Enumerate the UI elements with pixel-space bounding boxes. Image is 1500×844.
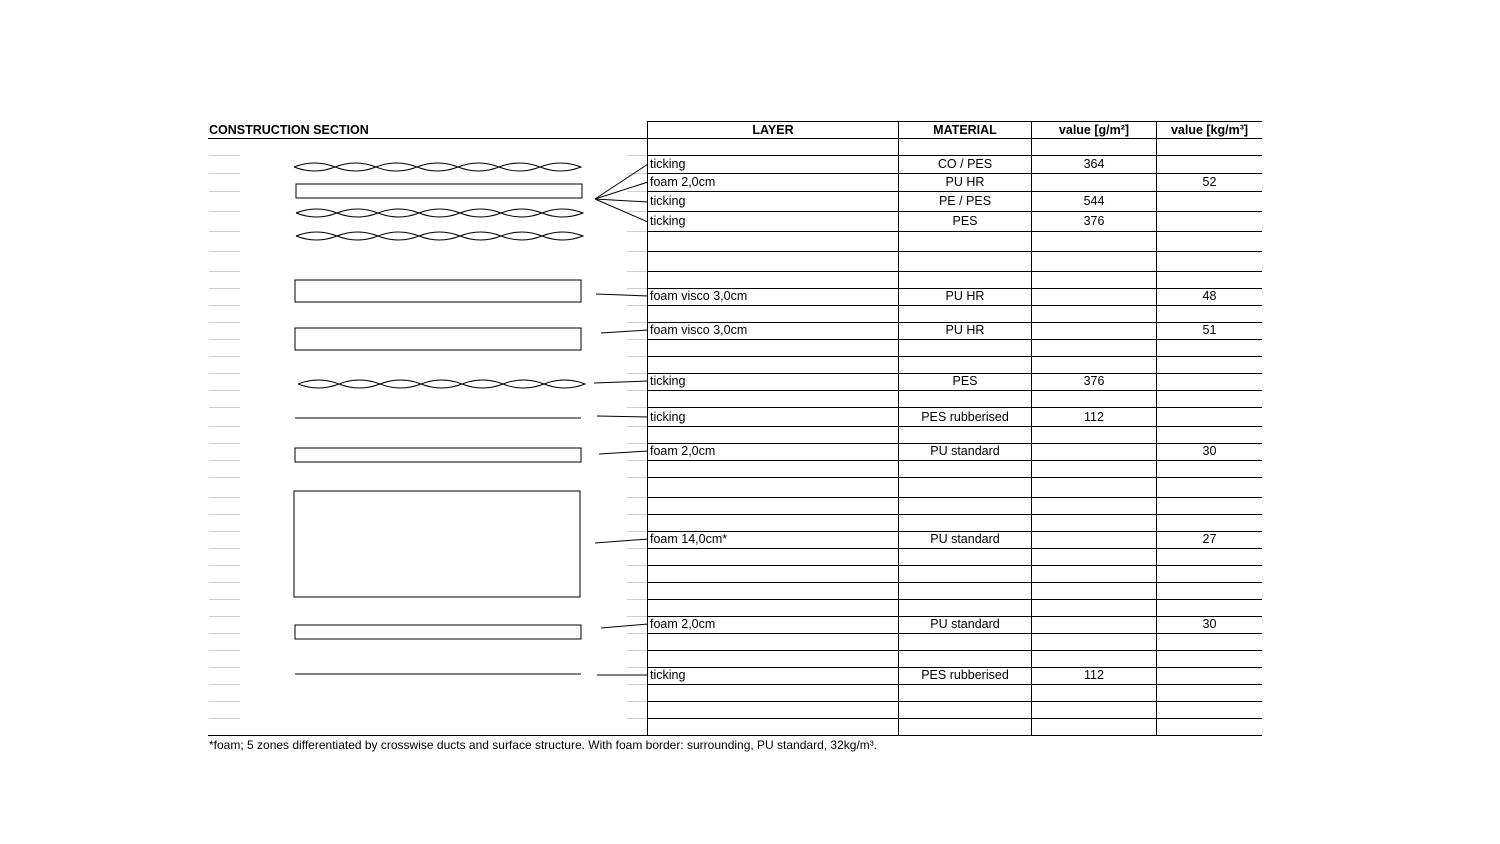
layer-cell: ticking — [650, 214, 686, 228]
layer-cell: ticking — [650, 194, 686, 208]
material-cell: PU HR — [945, 175, 985, 189]
layer-cell: ticking — [650, 410, 686, 424]
material-cell: PU standard — [930, 532, 1000, 546]
foam-layer-2-rect — [295, 448, 581, 462]
layer-cell: ticking — [650, 374, 686, 388]
foam-layer-3-rect — [295, 625, 581, 639]
value-gm2-cell: 544 — [1083, 194, 1105, 208]
material-cell: PU standard — [930, 617, 1000, 631]
material-cell: PE / PES — [938, 194, 992, 208]
ticking-wave-2 — [296, 209, 583, 217]
value-gm2-cell: 112 — [1084, 410, 1104, 424]
material-cell: PES rubberised — [921, 410, 1009, 424]
leader-line — [594, 381, 648, 383]
leader-line — [595, 539, 648, 543]
value-kgm3-cell: 51 — [1202, 323, 1217, 337]
layer-cell: foam visco 3,0cm — [650, 289, 748, 303]
header-value-kgm3: value [kg/m³] — [1170, 123, 1249, 137]
leader-line-top-group — [595, 182, 648, 199]
material-cell: PES rubberised — [921, 668, 1009, 682]
header-value-gm2: value [g/m²] — [1058, 123, 1130, 137]
value-gm2-cell — [1032, 616, 1156, 633]
header-material: MATERIAL — [933, 123, 997, 137]
layer-cell: foam 2,0cm — [650, 444, 716, 458]
value-kgm3-cell: 30 — [1202, 444, 1217, 458]
foam-layer-1-rect — [296, 184, 582, 198]
foam-visco-layer-1-rect — [295, 280, 581, 302]
leader-line — [596, 294, 648, 296]
value-gm2-cell: 112 — [1084, 668, 1104, 682]
value-gm2-cell: 364 — [1083, 157, 1105, 171]
value-gm2-cell: 376 — [1083, 214, 1105, 228]
value-kgm3-cell — [1157, 156, 1262, 173]
value-gm2-cell — [1032, 288, 1156, 305]
layer-cell: ticking — [650, 157, 686, 171]
value-gm2-cell — [1032, 531, 1156, 548]
ticking-wave-1 — [294, 163, 581, 171]
material-cell: PU standard — [930, 444, 1000, 458]
value-kgm3-cell: 48 — [1202, 289, 1217, 303]
header-layer: LAYER — [752, 123, 794, 137]
value-gm2-cell — [1032, 322, 1156, 339]
layer-cell: foam 14,0cm* — [650, 532, 728, 546]
material-cell: PES — [952, 374, 978, 388]
value-gm2-cell: 376 — [1083, 374, 1105, 388]
leader-line — [599, 451, 648, 454]
value-kgm3-cell — [1157, 193, 1262, 210]
value-gm2-cell — [1032, 174, 1156, 191]
layer-cell: foam 2,0cm — [650, 175, 716, 189]
leader-line-top-group — [595, 164, 648, 199]
layer-cell: foam 2,0cm — [650, 617, 716, 631]
material-cell: CO / PES — [937, 157, 993, 171]
leader-line — [601, 330, 648, 333]
value-kgm3-cell: 30 — [1202, 617, 1217, 631]
material-cell: PU HR — [945, 289, 985, 303]
ticking-wave-layers — [294, 163, 585, 388]
leader-line-top-group — [595, 199, 648, 202]
value-kgm3-cell — [1157, 409, 1262, 426]
foam-visco-layer-2-rect — [295, 328, 581, 350]
value-kgm3-cell: 52 — [1202, 175, 1217, 189]
value-kgm3-cell — [1157, 373, 1262, 390]
ticking-wave-4 — [298, 380, 585, 388]
value-kgm3-cell — [1157, 213, 1262, 230]
layer-cell: foam visco 3,0cm — [650, 323, 748, 337]
value-kgm3-cell: 27 — [1202, 532, 1217, 546]
leader-line — [597, 416, 648, 417]
ticking-wave-3 — [296, 232, 583, 240]
layer-cell: ticking — [650, 668, 686, 682]
material-cell: PES — [952, 214, 978, 228]
value-kgm3-cell — [1157, 667, 1262, 684]
material-cell: PU HR — [945, 323, 985, 337]
footnote: *foam; 5 zones differentiated by crosswise ducts and surface structure. With foam border: surrounding, PU standard, 32kg/m³. — [209, 738, 878, 752]
leader-lines — [594, 164, 648, 675]
leader-line-top-group — [595, 199, 648, 222]
value-gm2-cell — [1032, 443, 1156, 460]
section-title: CONSTRUCTION SECTION — [209, 123, 369, 137]
foam-core-rect — [294, 491, 580, 597]
leader-line — [601, 624, 648, 628]
